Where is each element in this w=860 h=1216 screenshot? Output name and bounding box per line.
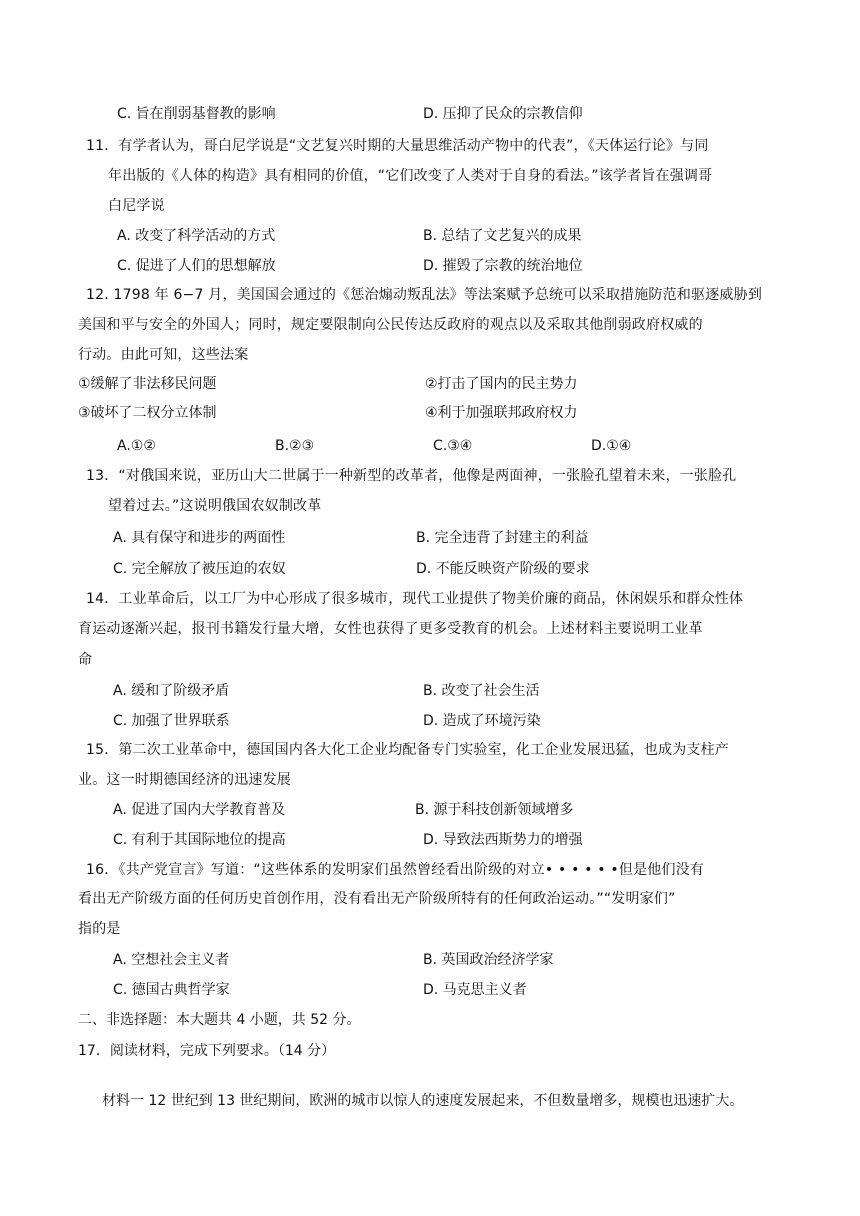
q14-option-c: C. 加强了世界联系 — [113, 713, 230, 729]
q16-option-c: C. 德国古典哲学家 — [113, 982, 230, 998]
q12-items-row-2 — [0, 402, 860, 424]
q14-stem-line-2: 育运动逐渐兴起，报刊书籍发行量大增，女性也获得了更多受教育的机会。上述材料主要说明工业革 — [78, 621, 703, 637]
section-heading: 二、非选择题：本大题共 4 小题，共 52 分。 — [78, 1012, 361, 1028]
q12-option-c: C.③④ — [433, 438, 473, 454]
q12-item-1: ①缓解了非法移民问题 — [78, 376, 217, 392]
q14-options-row-2 — [0, 710, 860, 732]
q11-options-row-2 — [0, 255, 860, 277]
q12-item-3: ③破坏了二权分立体制 — [78, 405, 217, 421]
q11-option-a: A. 改变了科学活动的方式 — [117, 228, 276, 244]
q16-option-a: A. 空想社会主义者 — [113, 952, 230, 968]
q15-option-b: B. 源于科技创新领域增多 — [415, 802, 574, 818]
q11-option-c: C. 促进了人们的思想解放 — [117, 258, 276, 274]
q15-options-row-1 — [0, 799, 860, 821]
q16-stem-line-2: 看出无产阶级方面的任何历史首创作用，没有看出无产阶级所特有的任何政治运动。”“发明家们” — [78, 891, 676, 907]
q12-stem-line-2: 美国和平与安全的外国人；同时，规定要限制向公民传达反政府的观点以及采取其他削弱政府权威的 — [78, 317, 703, 333]
q12-option-a: A.①② — [117, 438, 156, 454]
q16-options-row-1 — [0, 949, 860, 971]
q16-stem-line-1: 16．《共产党宣言》写道：“这些体系的发明家们虽然曾经看出阶级的对立• • • • • •但是他们没有 — [86, 862, 705, 878]
q13-option-c: C. 完全解放了被压迫的农奴 — [113, 561, 286, 577]
q12-option-b: B.②③ — [275, 438, 315, 454]
q12-item-2: ②打击了国内的民主势力 — [425, 376, 578, 392]
q11-stem-line-2: 年出版的《人体的构造》具有相同的价值，“它们改变了人类对于自身的看法。”该学者旨在强调哥 — [108, 168, 713, 184]
q11-option-b: B. 总结了文艺复兴的成果 — [423, 228, 582, 244]
q14-option-b: B. 改变了社会生活 — [423, 683, 540, 699]
q12-stem-line-1: 12. 1798 年 6−7 月，美国国会通过的《惩治煽动叛乱法》等法案赋予总统可以采取措施防范和驱逐威胁到 — [86, 287, 763, 303]
q16-option-b: B. 英国政治经济学家 — [423, 952, 554, 968]
q10-option-d: D. 压抑了民众的宗教信仰 — [423, 106, 583, 122]
q15-option-a: A. 促进了国内大学教育普及 — [113, 802, 286, 818]
q16-stem-line-3: 指的是 — [78, 921, 121, 937]
q15-options-row-2 — [0, 829, 860, 851]
q11-option-d: D. 摧毁了宗教的统治地位 — [423, 258, 583, 274]
q15-stem-line-1: 15．第二次工业革命中，德国国内各大化工企业均配备专门实验室，化工企业发展迅猛，也成为支柱产 — [86, 742, 730, 758]
q13-option-b: B. 完全违背了封建主的利益 — [416, 530, 589, 546]
q12-options-row — [0, 435, 860, 457]
q12-item-4: ④利于加强联邦政府权力 — [425, 405, 578, 421]
q14-option-d: D. 造成了环境污染 — [423, 713, 541, 729]
q12-stem-line-3: 行动。由此可知，这些法案 — [78, 347, 249, 363]
q11-stem-line-3: 白尼学说 — [108, 198, 165, 214]
q15-option-c: C. 有利于其国际地位的提高 — [113, 832, 286, 848]
q13-stem-line-2: 望着过去。”这说明俄国农奴制改革 — [108, 498, 322, 514]
q13-options-row-1 — [0, 527, 860, 549]
q16-options-row-2 — [0, 979, 860, 1001]
q13-option-a: A. 具有保守和进步的两面性 — [113, 530, 286, 546]
q10-options-row-2 — [0, 103, 860, 125]
q13-option-d: D. 不能反映资产阶级的要求 — [416, 561, 590, 577]
q14-options-row-1 — [0, 680, 860, 702]
q12-items-row-1 — [0, 373, 860, 395]
q14-option-a: A. 缓和了阶级矛盾 — [113, 683, 230, 699]
q14-stem-line-3: 命 — [78, 652, 93, 668]
q10-option-c: C. 旨在削弱基督教的影响 — [117, 106, 276, 122]
q13-stem-line-1: 13．“对俄国来说，亚历山大二世属于一种新型的改革者，他像是两面神，一张脸孔望着未来，一张脸孔 — [86, 468, 737, 484]
q17-material-1: 材料一 12 世纪到 13 世纪期间，欧洲的城市以惊人的速度发展起来，不但数量增多，规模也迅速扩大。 — [102, 1093, 744, 1109]
q17-stem: 17．阅读材料，完成下列要求。（14 分） — [78, 1043, 336, 1059]
q13-options-row-2 — [0, 558, 860, 580]
q12-option-d: D.①④ — [591, 438, 632, 454]
q14-stem-line-1: 14．工业革命后，以工厂为中心形成了很多城市，现代工业提供了物美价廉的商品，休闲娱乐和群众性体 — [86, 591, 744, 607]
q11-options-row-1 — [0, 225, 860, 247]
q11-stem-line-1: 11．有学者认为，哥白尼学说是“文艺复兴时期的大量思维活动产物中的代表”，《天体运行论》与同 — [86, 138, 709, 154]
q15-option-d: D. 导致法西斯势力的增强 — [423, 832, 583, 848]
q16-option-d: D. 马克思主义者 — [423, 982, 527, 998]
q15-stem-line-2: 业。这一时期德国经济的迅速发展 — [78, 772, 291, 788]
